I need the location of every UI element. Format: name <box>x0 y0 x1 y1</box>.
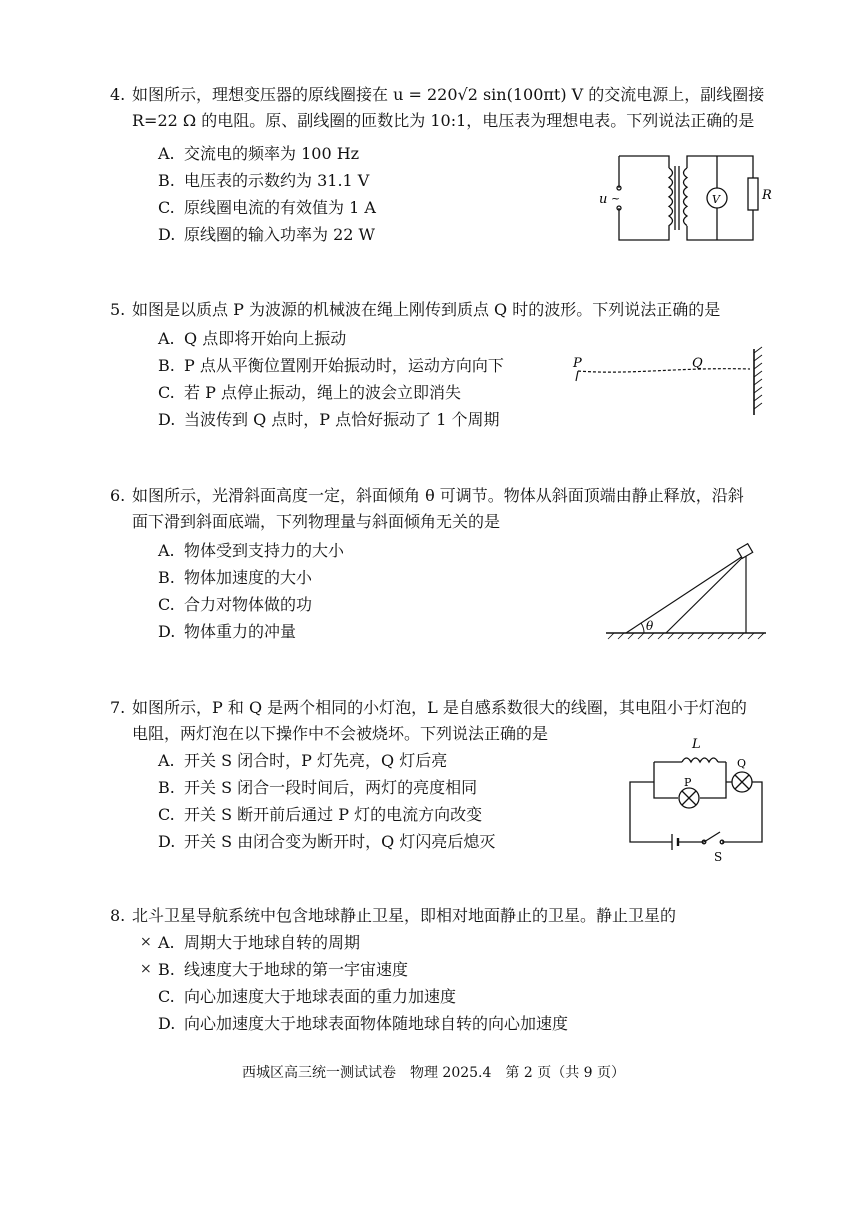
point-p-label: P <box>573 356 582 371</box>
stem-line: 如图所示，P 和 Q 是两个相同的小灯泡，L 是自感系数很大的线圈，其电阻小于灯泡的 <box>132 698 747 717</box>
handwritten-cross-mark: × <box>140 961 152 977</box>
question-number: 5. <box>110 300 126 319</box>
option-c: C. 开关 S 断开前后通过 P 灯的电流方向改变 <box>158 805 483 824</box>
question-number: 8. <box>110 906 126 925</box>
option-d: D. 当波传到 Q 点时，P 点恰好振动了 1 个周期 <box>158 410 500 429</box>
option-a: A. 周期大于地球自转的周期 <box>158 933 361 952</box>
question-6-stem <box>110 483 792 535</box>
voltmeter-label: V <box>712 193 720 206</box>
stem-line: 面下滑到斜面底端，下列物理量与斜面倾角无关的是 <box>132 512 501 531</box>
handwritten-cross-mark: × <box>140 934 152 950</box>
option-c: C. 向心加速度大于地球表面的重力加速度 <box>158 987 457 1006</box>
option-d: D. 开关 S 由闭合变为断开时，Q 灯闪亮后熄灭 <box>158 832 496 851</box>
option-b: B. 物体加速度的大小 <box>158 568 313 587</box>
coil-l-label: L <box>692 737 701 752</box>
page-footer: 西城区高三统一测试试卷 物理 2025.4 第 2 页（共 9 页） <box>241 1065 626 1081</box>
block-icon <box>737 544 752 559</box>
option-c: C. 原线圈电流的有效值为 1 A <box>158 198 376 217</box>
tilde-icon: ~ <box>611 192 621 205</box>
stem-line: R=22 Ω 的电阻。原、副线圈的匝数比为 10:1，电压表为理想电表。下列说法正确的是 <box>132 111 755 130</box>
lamp-p-label: P <box>684 776 692 789</box>
source-label: u <box>599 192 608 207</box>
lamp-q-label: Q <box>737 757 747 770</box>
transformer-circuit-figure <box>595 148 780 248</box>
question-5-stem <box>110 297 792 323</box>
self-inductance-circuit-figure <box>622 730 772 865</box>
option-a: A. 开关 S 闭合时，P 灯先亮，Q 灯后亮 <box>158 751 448 770</box>
inclined-plane-figure <box>598 540 773 645</box>
option-d: D. 物体重力的冲量 <box>158 622 297 641</box>
option-b: B. P 点从平衡位置刚开始振动时，运动方向向下 <box>158 356 504 375</box>
question-4-stem <box>110 82 792 134</box>
stem-line: 如图所示，光滑斜面高度一定，斜面倾角 θ 可调节。物体从斜面顶端由静止释放，沿斜 <box>132 486 744 505</box>
wave-on-rope-figure <box>570 345 770 420</box>
question-8-stem <box>110 903 792 929</box>
option-d: D. 原线圈的输入功率为 22 W <box>158 225 375 244</box>
angle-theta-label: θ <box>646 619 654 633</box>
stem-line: 如图是以质点 P 为波源的机械波在绳上刚传到质点 Q 时的波形。下列说法正确的是 <box>132 300 721 319</box>
option-a: A. Q 点即将开始向上振动 <box>158 329 347 348</box>
option-c: C. 若 P 点停止振动，绳上的波会立即消失 <box>158 383 461 402</box>
point-q-label: Q <box>692 356 703 371</box>
option-a: A. 交流电的频率为 100 Hz <box>158 144 360 163</box>
option-a: A. 物体受到支持力的大小 <box>158 541 345 560</box>
question-number: 4. <box>110 85 126 104</box>
option-d: D. 向心加速度大于地球表面物体随地球自转的向心加速度 <box>158 1014 569 1033</box>
question-number: 7. <box>110 698 126 717</box>
resistor-label: R <box>762 188 772 203</box>
option-b: B. 线速度大于地球的第一宇宙速度 <box>158 960 409 979</box>
option-b: B. 电压表的示数约为 31.1 V <box>158 171 370 190</box>
stem-line: 电阻，两灯泡在以下操作中不会被烧坏。下列说法正确的是 <box>132 724 549 743</box>
option-b: B. 开关 S 闭合一段时间后，两灯的亮度相同 <box>158 778 478 797</box>
switch-s-label: S <box>714 850 723 864</box>
stem-line: 北斗卫星导航系统中包含地球静止卫星，即相对地面静止的卫星。静止卫星的 <box>132 906 677 925</box>
question-number: 6. <box>110 486 126 505</box>
stem-line: 如图所示，理想变压器的原线圈接在 u = 220√2 sin(100πt) V 的交流电源上，副线圈接 <box>132 85 765 104</box>
option-c: C. 合力对物体做的功 <box>158 595 313 614</box>
